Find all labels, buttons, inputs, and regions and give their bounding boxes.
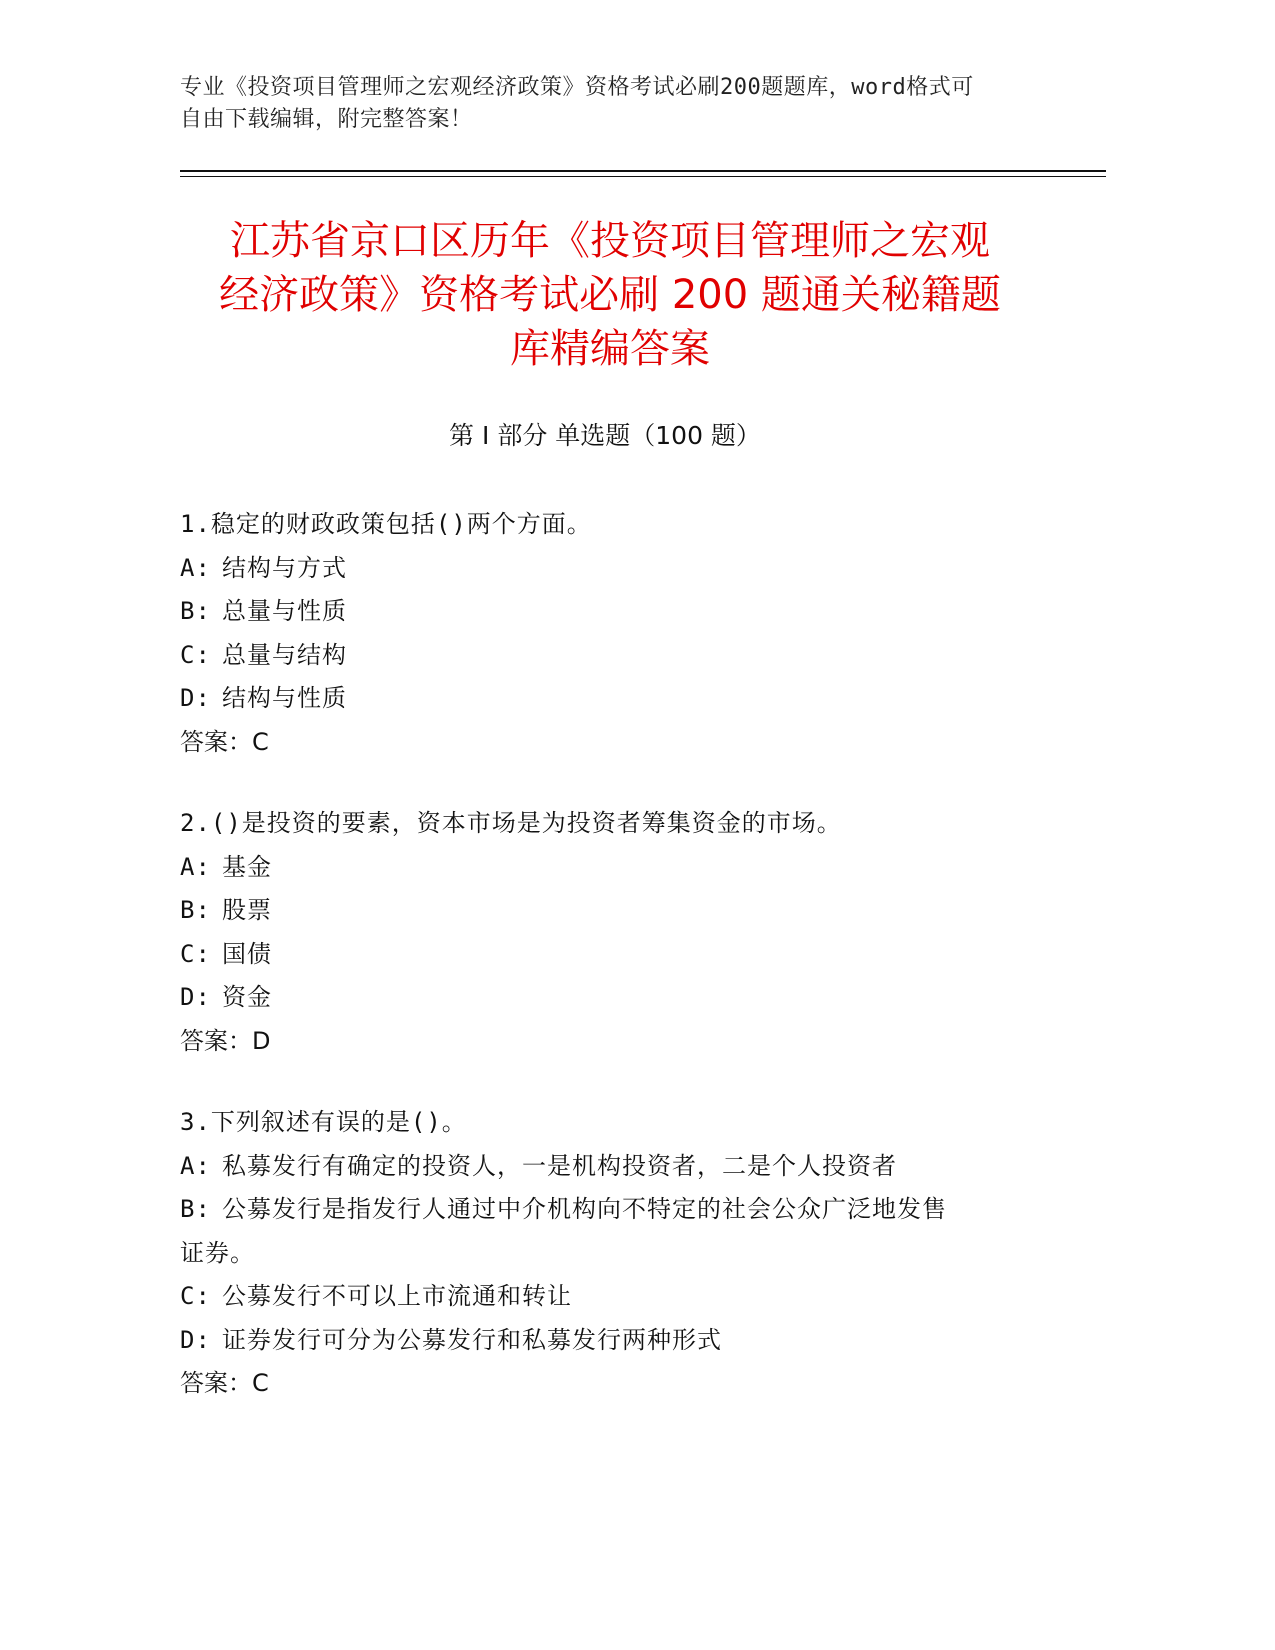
header-divider-thin (180, 176, 1106, 177)
header-note-line-2: 自由下载编辑，附完整答案！ (180, 107, 473, 132)
option-text: 私募发行有确定的投资人，一是机构投资者，二是个人投资者 (222, 1151, 897, 1180)
question-stem: 1.稳定的财政政策包括()两个方面。 (180, 510, 592, 538)
option-letter: B: (180, 896, 211, 924)
section-heading: 第 I 部分 单选题（100 题） (449, 421, 761, 450)
option-text: 证券发行可分为公募发行和私募发行两种形式 (222, 1325, 722, 1354)
option-letter: B: (180, 1195, 211, 1223)
option-text: 国债 (222, 939, 272, 968)
option-letter: D: (180, 983, 211, 1011)
question-stem: 2.()是投资的要素，资本市场是为投资者筹集资金的市场。 (180, 809, 842, 837)
option-text: 公募发行不可以上市流通和转让 (222, 1282, 572, 1310)
option-a (180, 846, 1040, 890)
header-note (180, 72, 1080, 136)
option-letter: D: (180, 1325, 211, 1354)
option-c (180, 933, 1040, 977)
option-b-continuation: 证券。 (180, 1238, 255, 1267)
option-letter: A: (180, 852, 211, 881)
answer: 答案：D (180, 1026, 271, 1055)
option-d (180, 1319, 1040, 1363)
option-b (180, 590, 1040, 634)
option-a (180, 1145, 1040, 1189)
question-1 (180, 503, 1040, 764)
option-letter: D: (180, 684, 211, 712)
answer: 答案：C (180, 727, 269, 756)
option-letter: B: (180, 597, 211, 625)
question-list (180, 503, 1040, 1444)
document-title (160, 214, 1060, 376)
option-text: 资金 (222, 983, 272, 1011)
option-letter: C: (180, 640, 211, 669)
option-text: 结构与性质 (222, 684, 347, 712)
option-c (180, 634, 1040, 678)
document-title-line-3: 库精编答案 (510, 326, 710, 372)
option-text: 股票 (222, 896, 272, 924)
header-divider-thick (180, 170, 1106, 172)
document-title-line-1: 江苏省京口区历年《投资项目管理师之宏观 (230, 218, 990, 264)
option-d (180, 677, 1040, 721)
option-b (180, 1188, 1040, 1232)
question-3 (180, 1101, 1040, 1406)
option-text: 基金 (222, 852, 272, 881)
option-letter: C: (180, 1282, 211, 1310)
option-b (180, 889, 1040, 933)
option-c (180, 1275, 1040, 1319)
option-letter: A: (180, 1151, 211, 1180)
answer: 答案：C (180, 1369, 269, 1397)
option-text: 总量与结构 (222, 640, 347, 669)
document-title-line-2: 经济政策》资格考试必刷 200 题通关秘籍题 (219, 272, 1001, 318)
option-text: 总量与性质 (222, 597, 347, 625)
question-stem: 3.下列叙述有误的是()。 (180, 1108, 467, 1136)
option-text: 公募发行是指发行人通过中介机构向不特定的社会公众广泛地发售 (222, 1195, 947, 1223)
option-text: 结构与方式 (222, 553, 347, 582)
header-note-line-1: 专业《投资项目管理师之宏观经济政策》资格考试必刷200题题库，word格式可 (180, 75, 974, 100)
option-a (180, 547, 1040, 591)
option-letter: A: (180, 553, 211, 582)
option-letter: C: (180, 939, 211, 968)
option-d (180, 976, 1040, 1020)
question-2 (180, 802, 1040, 1063)
